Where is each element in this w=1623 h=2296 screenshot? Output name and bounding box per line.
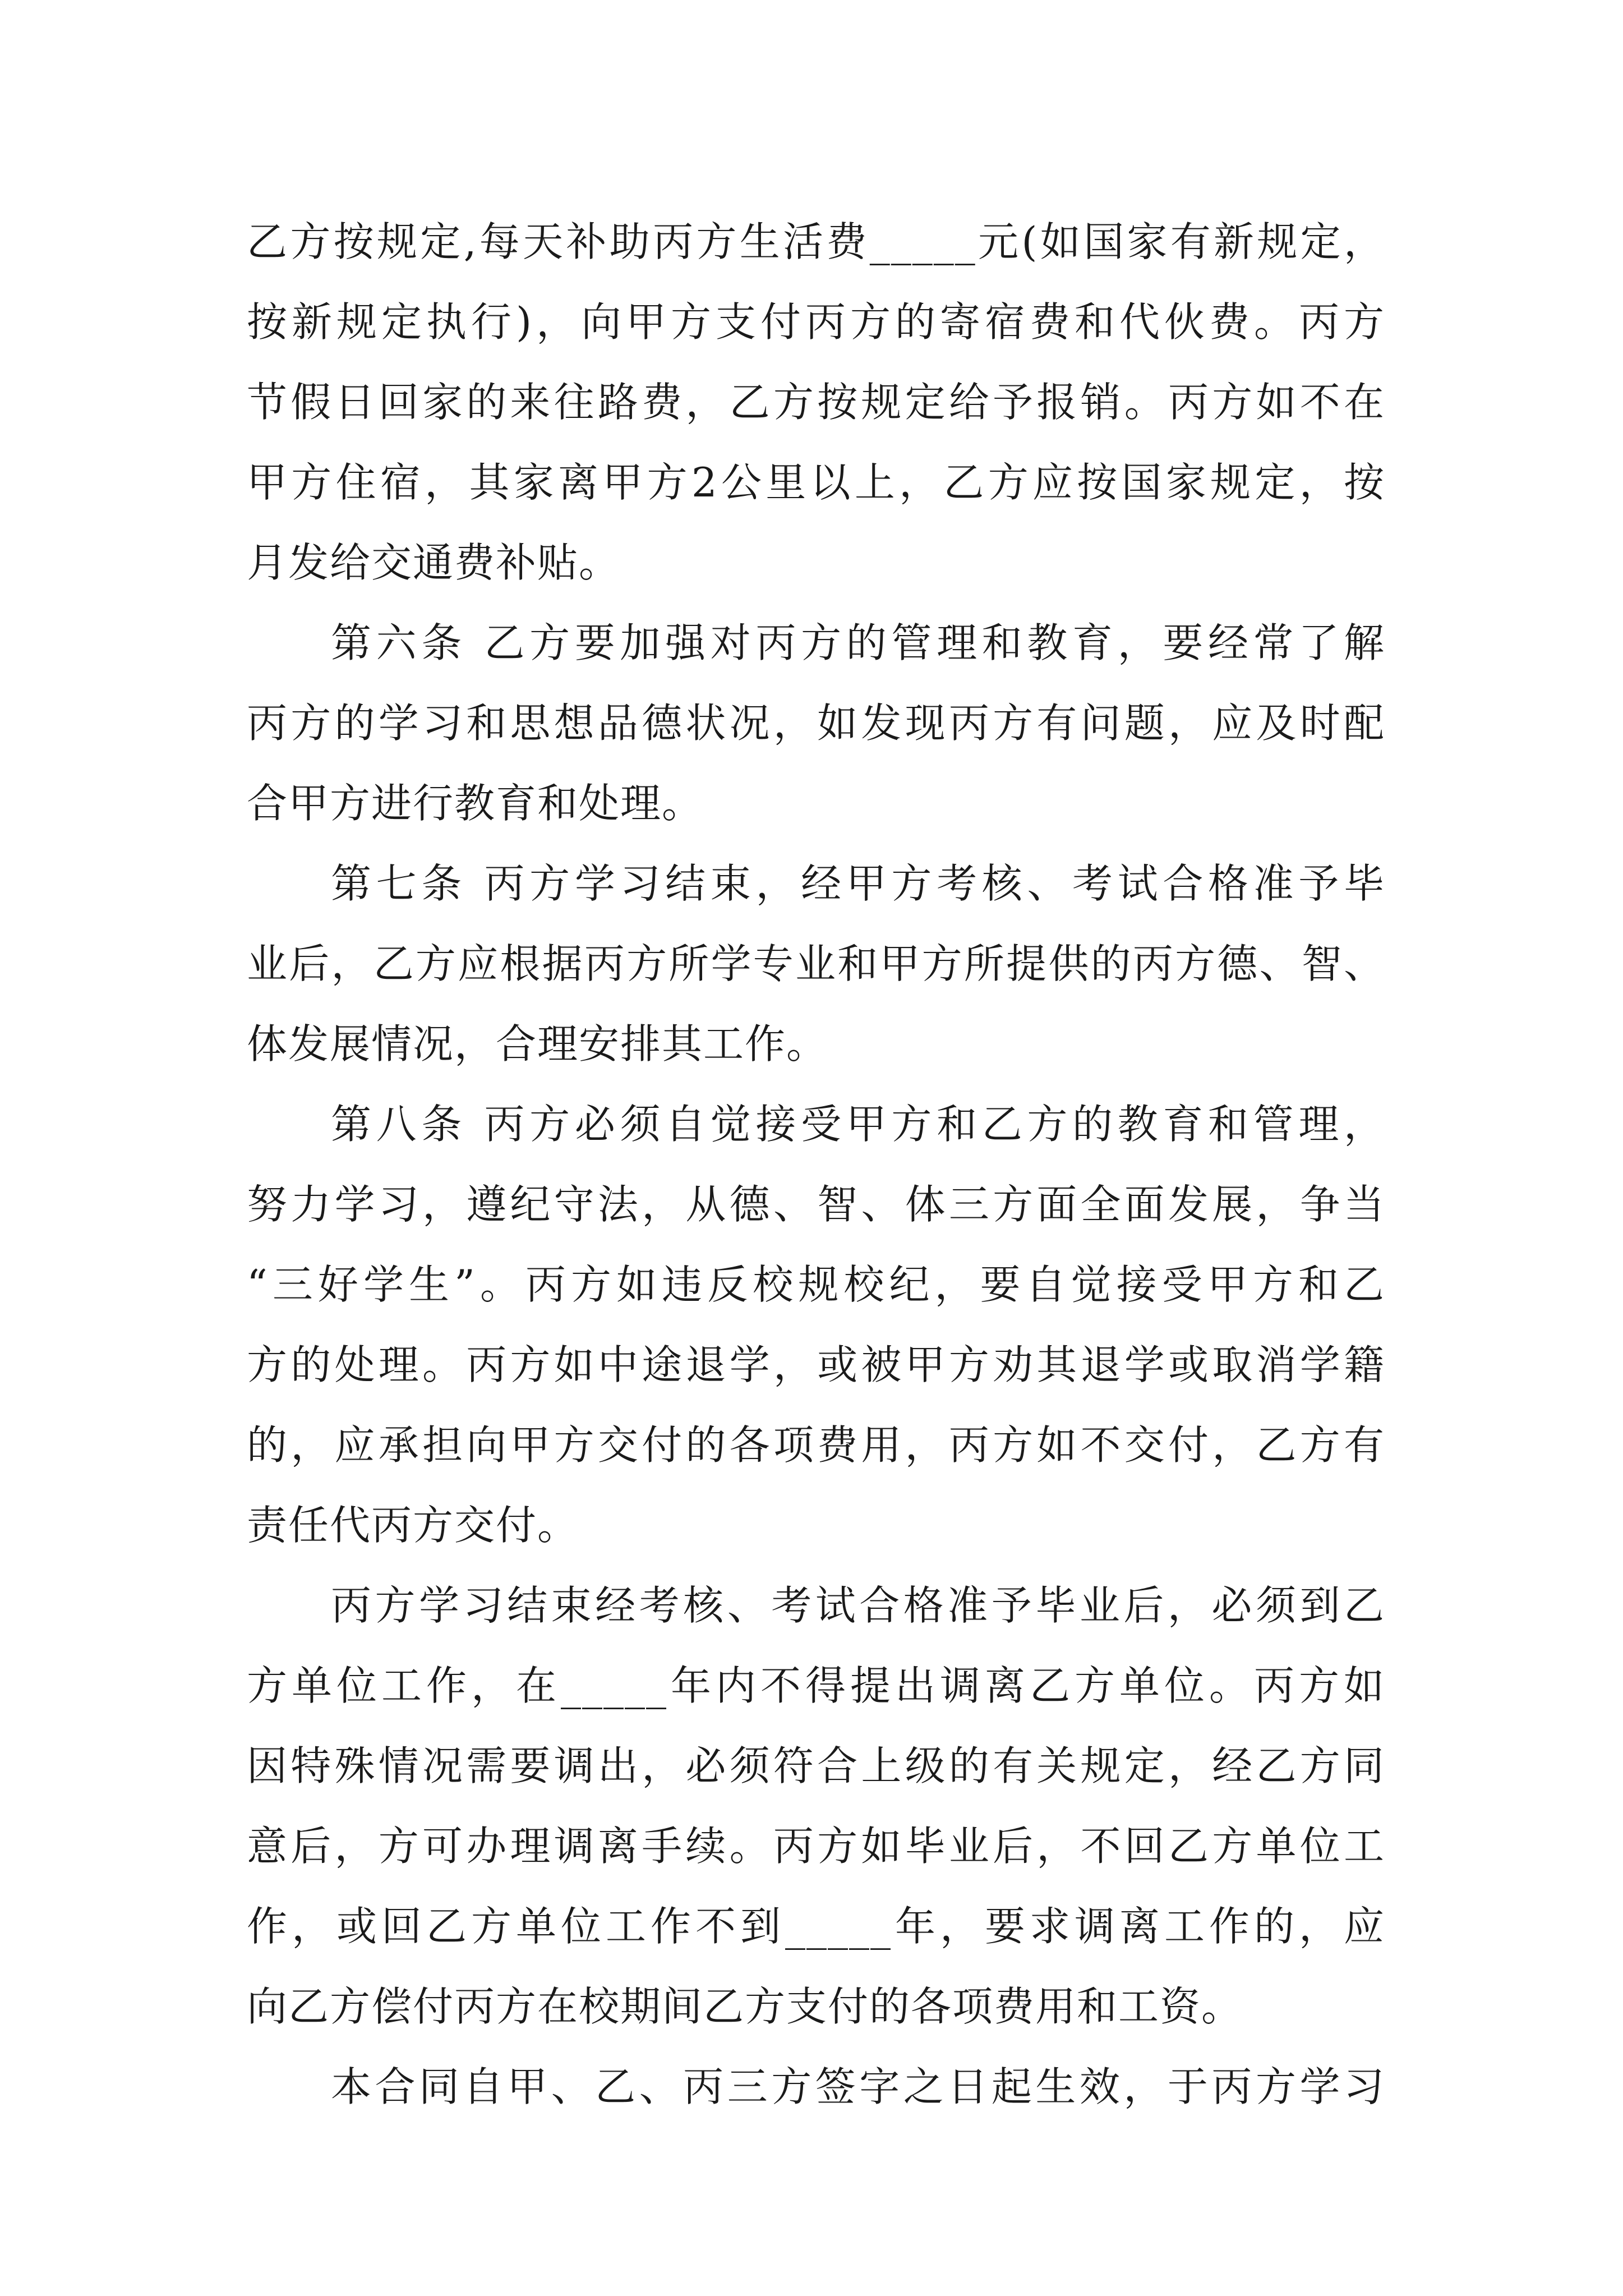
paragraph-graduation-line-2: 方单位工作，在_____年内不得提出调离乙方单位。丙方如	[247, 1662, 1385, 1709]
article-8-line-1: 第八条 丙方必须自觉接受甲方和乙方的教育和管理，	[331, 1101, 1385, 1148]
article-6-line-3: 合甲方进行教育和处理。	[247, 780, 704, 827]
article-6-line-1: 第六条 乙方要加强对丙方的管理和教育，要经常了解	[331, 619, 1385, 666]
article-7-line-3: 体发展情况，合理安排其工作。	[247, 1020, 828, 1068]
paragraph-graduation-line-1: 丙方学习结束经考核、考试合格准予毕业后，必须到乙	[331, 1582, 1385, 1629]
text-line-4: 甲方住宿，其家离甲方2公里以上，乙方应按国家规定，按	[247, 459, 1385, 506]
article-6-line-2: 丙方的学习和思想品德状况，如发现丙方有问题，应及时配	[247, 700, 1385, 747]
text-line-2: 按新规定执行)，向甲方支付丙方的寄宿费和代伙费。丙方	[247, 298, 1385, 346]
paragraph-graduation-line-4: 意后，方可办理调离手续。丙方如毕业后，不回乙方单位工	[247, 1823, 1385, 1870]
article-8-line-4: 方的处理。丙方如中途退学，或被甲方劝其退学或取消学籍	[247, 1341, 1385, 1388]
article-8-line-5: 的，应承担向甲方交付的各项费用，丙方如不交付，乙方有	[247, 1421, 1385, 1469]
article-8-line-6: 责任代丙方交付。	[247, 1502, 579, 1549]
article-8-line-2: 努力学习，遵纪守法，从德、智、体三方面全面发展，争当	[247, 1181, 1385, 1228]
text-line-1: 乙方按规定,每天补助丙方生活费_____元(如国家有新规定，	[247, 218, 1385, 265]
paragraph-graduation-line-3: 因特殊情况需要调出，必须符合上级的有关规定，经乙方同	[247, 1742, 1385, 1789]
contract-body	[247, 202, 1385, 2127]
article-7-line-1: 第七条 丙方学习结束，经甲方考核、考试合格准予毕	[331, 860, 1385, 907]
paragraph-effective-line-1: 本合同自甲、乙、丙三方签字之日起生效，于丙方学习	[331, 2063, 1385, 2110]
text-line-3: 节假日回家的来往路费，乙方按规定给予报销。丙方如不在	[247, 379, 1385, 426]
article-7-line-2: 业后，乙方应根据丙方所学专业和甲方所提供的丙方德、智、	[247, 940, 1385, 987]
paragraph-graduation-line-5: 作，或回乙方单位工作不到_____年，要求调离工作的，应	[247, 1903, 1385, 1950]
article-8-line-3: “三好学生”。丙方如违反校规校纪，要自觉接受甲方和乙	[247, 1261, 1385, 1308]
text-line-5: 月发给交通费补贴。	[247, 539, 621, 586]
paragraph-graduation-line-6: 向乙方偿付丙方在校期间乙方支付的各项费用和工资。	[247, 1983, 1243, 2030]
